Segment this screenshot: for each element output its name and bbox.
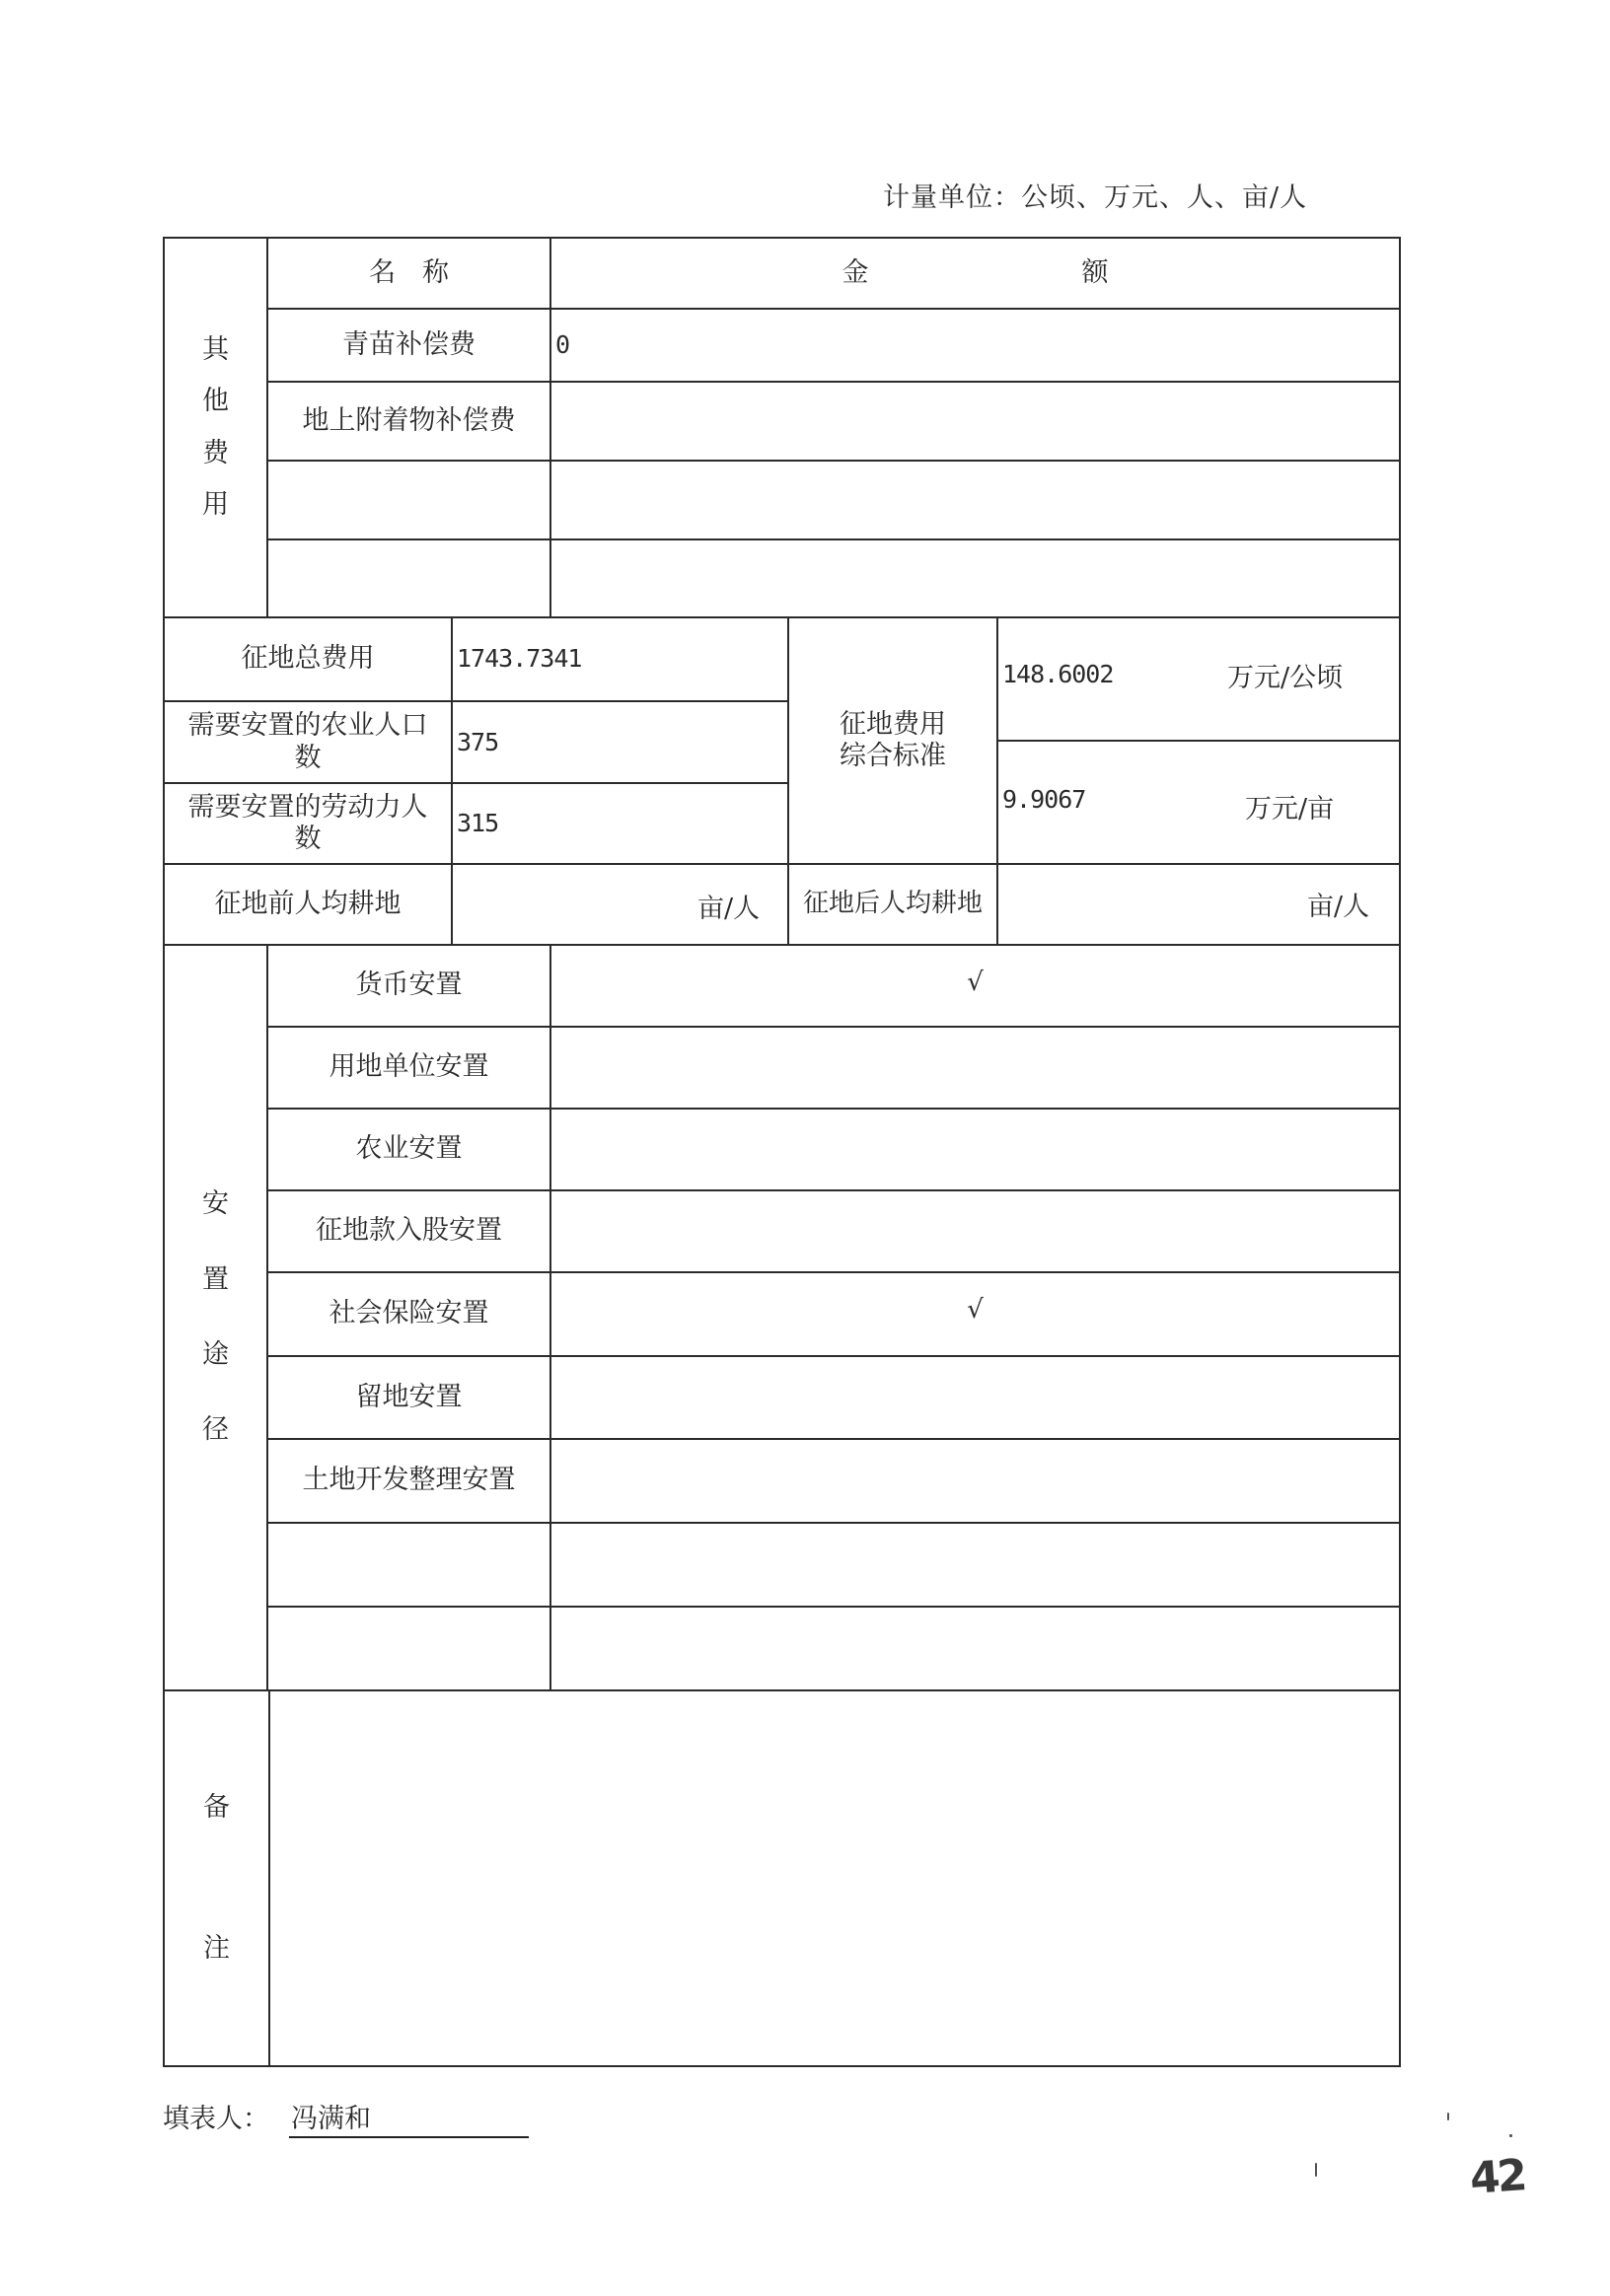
label-char: 途 — [202, 1339, 229, 1370]
resettlement-check-agricultural[interactable] — [549, 1108, 1401, 1191]
farmland-before-unit: 亩/人 — [697, 894, 761, 924]
scan-speck — [1447, 2113, 1449, 2120]
standard-per-mu[interactable] — [996, 740, 1401, 865]
scan-speck — [1509, 2134, 1512, 2137]
agri-population-value[interactable]: 375 — [451, 700, 789, 784]
standard-per-hectare[interactable] — [996, 616, 1401, 742]
remarks-section-label — [163, 1689, 270, 2067]
other-fees-section-label — [163, 237, 268, 618]
farmland-before-label: 征地前人均耕地 — [163, 863, 453, 946]
resettlement-check-blank-1[interactable] — [549, 1522, 1401, 1608]
resettlement-check-blank-2[interactable] — [549, 1606, 1401, 1691]
resettlement-name-blank-1[interactable] — [266, 1522, 551, 1608]
label-char: 安 — [202, 1188, 229, 1220]
label-char: 费 — [202, 437, 229, 468]
standard-per-hectare-value: 148.6002 — [1002, 660, 1114, 688]
fee-amount-blank-1[interactable] — [549, 460, 1401, 540]
total-cost-label: 征地总费用 — [163, 616, 453, 702]
resettlement-check-employer[interactable] — [549, 1026, 1401, 1110]
filler-name[interactable]: 冯满和 — [291, 2104, 371, 2134]
resettlement-name-monetary: 货币安置 — [266, 944, 551, 1028]
remarks-content[interactable] — [268, 1689, 1401, 2067]
label-char: 备 — [203, 1792, 230, 1824]
fee-name-blank-1[interactable] — [266, 460, 551, 540]
resettlement-check-monetary[interactable]: √ — [549, 944, 1401, 1028]
farmland-after-label: 征地后人均耕地 — [787, 863, 998, 946]
resettlement-name-social-insurance: 社会保险安置 — [266, 1271, 551, 1357]
farmland-before-field[interactable] — [451, 863, 789, 946]
scan-speck — [1315, 2163, 1317, 2177]
label-char: 注 — [203, 1932, 230, 1964]
resettlement-check-land-development[interactable] — [549, 1438, 1401, 1524]
label-char: 置 — [202, 1263, 229, 1295]
resettlement-name-equity: 征地款入股安置 — [266, 1189, 551, 1273]
standard-per-mu-value: 9.9067 — [1002, 785, 1086, 814]
fee-amount-blank-2[interactable] — [549, 538, 1401, 618]
fee-name-seedling: 青苗补偿费 — [266, 308, 551, 383]
labor-force-label: 需要安置的劳动力人数 — [163, 782, 453, 865]
label-char: 用 — [202, 488, 229, 520]
comprehensive-standard-label: 征地费用综合标准 — [787, 616, 998, 865]
resettlement-name-reserved-land: 留地安置 — [266, 1355, 551, 1440]
farmland-after-field[interactable] — [996, 863, 1401, 946]
fee-name-attachments: 地上附着物补偿费 — [266, 381, 551, 462]
resettlement-section-label — [163, 944, 268, 1691]
measurement-units: 计量单位：公顷、万元、人、亩/人 — [883, 182, 1308, 213]
resettlement-check-equity[interactable] — [549, 1189, 1401, 1273]
resettlement-check-reserved-land[interactable] — [549, 1355, 1401, 1440]
resettlement-name-employer: 用地单位安置 — [266, 1026, 551, 1110]
resettlement-name-land-development: 土地开发整理安置 — [266, 1438, 551, 1524]
label-char: 其 — [202, 333, 229, 365]
agri-population-label: 需要安置的农业人口数 — [163, 700, 453, 784]
total-cost-value[interactable]: 1743.7341 — [451, 616, 789, 702]
label-char: 他 — [202, 386, 229, 417]
label-char: 径 — [202, 1414, 229, 1446]
standard-per-hectare-unit: 万元/公顷 — [1227, 663, 1344, 693]
standard-per-mu-unit: 万元/亩 — [1245, 794, 1335, 825]
fee-amount-attachments[interactable] — [549, 381, 1401, 462]
fee-amount-seedling[interactable]: 0 — [549, 308, 1401, 383]
name-column-header: 名 称 — [266, 237, 551, 310]
amount-column-header: 金 额 — [549, 237, 1401, 310]
resettlement-name-blank-2[interactable] — [266, 1606, 551, 1691]
resettlement-check-social-insurance[interactable]: √ — [549, 1271, 1401, 1357]
filler-label: 填表人： — [163, 2104, 269, 2134]
fee-name-blank-2[interactable] — [266, 538, 551, 618]
labor-force-value[interactable]: 315 — [451, 782, 789, 865]
signature-underline — [289, 2136, 529, 2138]
resettlement-name-agricultural: 农业安置 — [266, 1108, 551, 1191]
page-number: 42 — [1468, 2150, 1526, 2204]
farmland-after-unit: 亩/人 — [1307, 892, 1370, 922]
